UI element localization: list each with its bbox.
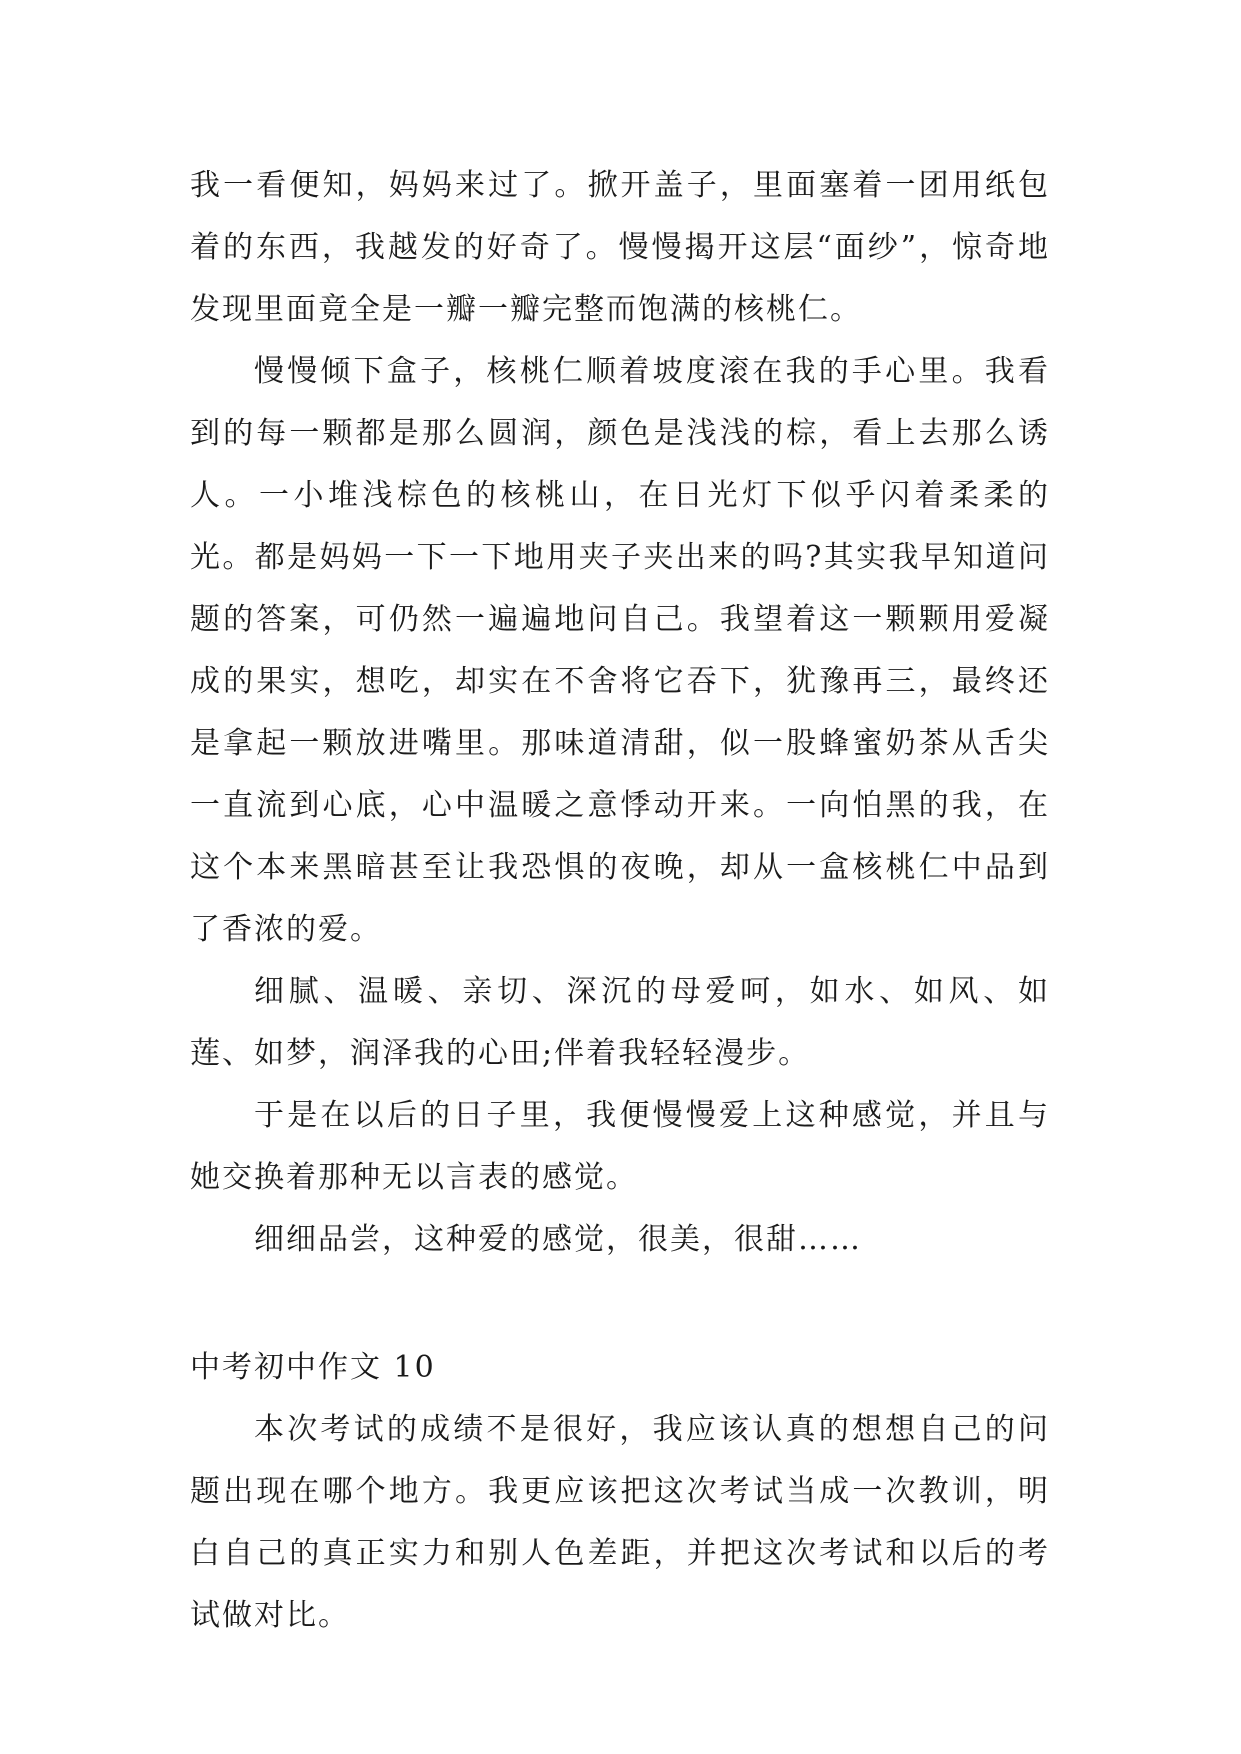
paragraph: 慢慢倾下盒子，核桃仁顺着坡度滚在我的手心里。我看到的每一颗都是那么圆润，颜色是浅浅的棕，看上去那么诱人。一小堆浅棕色的核桃山，在日光灯下似乎闪着柔柔的光。都是妈妈一下一下地用夹子夹出来的吗?其实我早知道问题的答案，可仍然一遍遍地问自己。我望着这一颗颗用爱凝成的果实，想吃，却实在不舍将它吞下，犹豫再三，最终还是拿起一颗放进嘴里。那味道清甜，似一股蜂蜜奶茶从舌尖一直流到心底，心中温暖之意悸动开来。一向怕黑的我，在这个本来黑暗甚至让我恐惧的夜晚，却从一盒核桃仁中品到了香浓的爱。 [190,354,1050,947]
section-spacer [190,1271,1050,1337]
paragraph: 于是在以后的日子里，我便慢慢爱上这种感觉，并且与她交换着那种无以言表的感觉。 [190,1098,1050,1195]
paragraph: 细腻、温暖、亲切、深沉的母爱呵，如水、如风、如莲、如梦，润泽我的心田;伴着我轻轻漫步。 [190,974,1050,1071]
section-title: 中考初中作文 10 [190,1350,436,1385]
paragraph: 我一看便知，妈妈来过了。掀开盖子，里面塞着一团用纸包着的东西，我越发的好奇了。慢慢揭开这层“面纱”，惊奇地发现里面竟全是一瓣一瓣完整而饱满的核桃仁。 [190,168,1050,327]
paragraph: 本次考试的成绩不是很好，我应该认真的想想自己的问题出现在哪个地方。我更应该把这次考试当成一次教训，明白自己的真正实力和别人色差距，并把这次考试和以后的考试做对比。 [190,1412,1050,1633]
paragraph: 细细品尝，这种爱的感觉，很美，很甜…… [254,1222,862,1257]
document-body [190,155,1050,1647]
